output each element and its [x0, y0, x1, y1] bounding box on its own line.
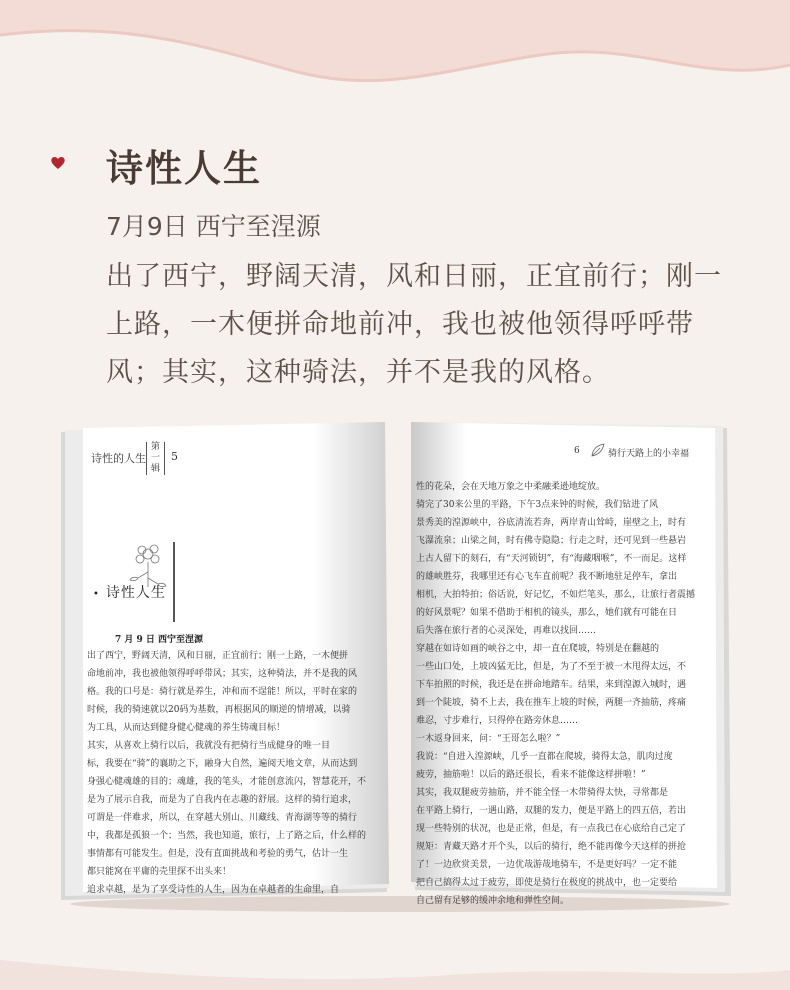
intro-text: [106, 253, 756, 397]
text-line: 出了西宁，野阔天清，风和日丽，正宜前行；刚一上路，一木便拼: [87, 651, 349, 661]
left-page-text: [87, 647, 369, 899]
text-line: 都只能窝在平庸的壳里探不出头来！: [87, 867, 232, 877]
text-line: 可谓是一伴难求，所以，在穿越大别山、川藏线、青海湖等等的骑行: [87, 813, 358, 823]
chapter-mark: 第一辑: [146, 442, 165, 475]
right-page: [410, 432, 715, 906]
text-line: 了！一边欣赏美景，一边优哉游哉地骑车，不是更好吗？一定不能: [416, 860, 678, 870]
text-line: 其实，我双腿疲劳抽筋，并不能全怪一木带骑得太快，寻常都是: [416, 788, 669, 798]
leaf-icon: [590, 442, 606, 458]
heart-icon: [50, 155, 66, 171]
page-title: 诗性人生: [106, 147, 262, 190]
text-line: 事情都有可能发生。但是，没有直面挑战和考验的勇气，估计一生: [87, 849, 349, 859]
text-line: 的好风景呢？如果不借助于相机的镜头，那么，她们就有可能在日: [416, 608, 678, 618]
text-line: 身强心健魂雄的目的；魂雄，我的笔头，才能创意流闪，智慧花开，不: [87, 777, 367, 787]
text-line: 格。我的口号是：骑行就是养生，冲和而不逞能！所以，平时在家的: [87, 687, 358, 697]
text-line: 其实，从喜欢上骑行以后，我就没有把骑行当成健身的唯一目: [87, 741, 331, 751]
running-title: 骑行天路上的小幸福: [608, 449, 690, 459]
text-line: 后失落在旅行者的心灵深处，再难以找回……: [416, 626, 597, 636]
running-title: 诗性的人生: [91, 452, 146, 465]
text-line: 标，我要在“骑”的襄助之下，融身大自然，遍阅天地文章，从而达到: [87, 759, 358, 769]
text-line: 穿越在如诗如画的峡谷之中，却一直在爬坡，特别是在翻越的: [416, 644, 660, 654]
text-line: 我说：“自进入湟源峡，几乎一直都在爬坡，骑得太急，肌肉过度: [416, 752, 673, 762]
text-line: 下车拍照的时候，我还是在拼命地踏车。结果，来到湟源入城时，遇: [416, 680, 687, 690]
text-line: 现一些特别的状况，也是正常，但是，有一点我已在心底给自己定了: [416, 824, 687, 834]
text-line: 中，我都是孤狼一个；当然，我也知道，旅行，上了路之后，什么样的: [87, 831, 367, 841]
text-line: 到一个陡坡，骑不上去，我在推车上坡的时候，两腿一齐抽筋，疼痛: [416, 698, 687, 708]
chapter-title-text: 诗性人生: [105, 585, 166, 601]
left-running-head: [91, 442, 178, 474]
text-line: 疲劳，抽筋啦！以后的路还很长，看来不能像这样拼啦！”: [416, 770, 646, 780]
text-line: 性的花朵，会在天地万象之中柔融柔逊地绽放。: [416, 482, 606, 492]
date-line: 7 月 9 日 西宁至涅源: [115, 635, 204, 645]
text-line: 是为了展示自我，而是为了自我内在志趣的舒展。这样的骑行追求，: [87, 795, 358, 805]
text-line: 的雄峡胜芬，我哪里还有心飞车直前呢？我不断地驻足停车，拿出: [416, 572, 678, 582]
intro-line: 上路，一木便拼命地前冲，我也被他领得呼呼带: [106, 309, 694, 340]
text-line: 把自己搞得太过于疲劳，即使是骑行在极度的挑战中，也一定要给: [416, 878, 678, 888]
right-page-text: [416, 478, 710, 910]
text-line: 一木返身回来，问：“王哥怎么啦？”: [416, 734, 561, 744]
text-line: 相机，大拍特拍；俗话说，好记忆，不如烂笔头，那么，让旅行者震撼: [416, 590, 696, 600]
intro-line: 风；其实，这种骑法，并不是我的风格。: [106, 357, 610, 388]
text-line: 自己留有足够的缓冲余地和弹性空间。: [416, 896, 570, 906]
subtitle: 7月9日 西宁至涅源: [106, 212, 321, 241]
intro-line: 出了西宁，野阔天清，风和日丽，正宜前行；刚一: [106, 261, 722, 292]
text-line: 上古人留下的刻石，有“天河锁钥”，有“海藏咽喉”，不一而足。这样: [416, 554, 687, 564]
text-line: 追求卓越，是为了享受诗性的人生，因为在卓越者的生命里，自: [87, 885, 340, 895]
text-line: 景秀美的湟源峡中，谷底清流若奔，两岸青山耸峙，崖壁之上，时有: [416, 518, 687, 528]
chapter-divider: [173, 542, 175, 622]
text-line: 规矩：青藏天路才开个头，以后的骑行，绝不能再像今天这样的拼抢: [416, 842, 687, 852]
left-page: [83, 432, 373, 902]
text-line: 在平路上骑行，一遇山路，双腿的发力，便是平路上的四五倍，若出: [416, 806, 687, 816]
text-line: 命地前冲，我也被他领得呼呼带风；其实，这种骑法，并不是我的风: [87, 669, 358, 679]
page-number: 5: [171, 450, 178, 463]
text-line: 一些山口处，上坡凶猛无比，但是，为了不至于被一木甩得太远，不: [416, 662, 687, 672]
text-line: 时候，我的骑速就以20码为基数，再根据风的顺逆的情增减，以骑: [87, 705, 351, 715]
text-line: 骑完了30来公里的平路，下午3点来钟的时候，我们钻进了风: [416, 500, 659, 510]
page-number: 6: [574, 446, 580, 456]
text-line: 难忍，寸步难行，只得停在路旁休息……: [416, 716, 579, 726]
chapter-title: • 诗性人生: [93, 585, 166, 601]
text-line: 飞瀑流泉；山梁之间，时有佛寺隐隐；行走之时，还可见到一些悬岩: [416, 536, 687, 546]
text-line: 为工具，从而达到健身健心健魂的养生铸魂目标！: [87, 723, 286, 733]
